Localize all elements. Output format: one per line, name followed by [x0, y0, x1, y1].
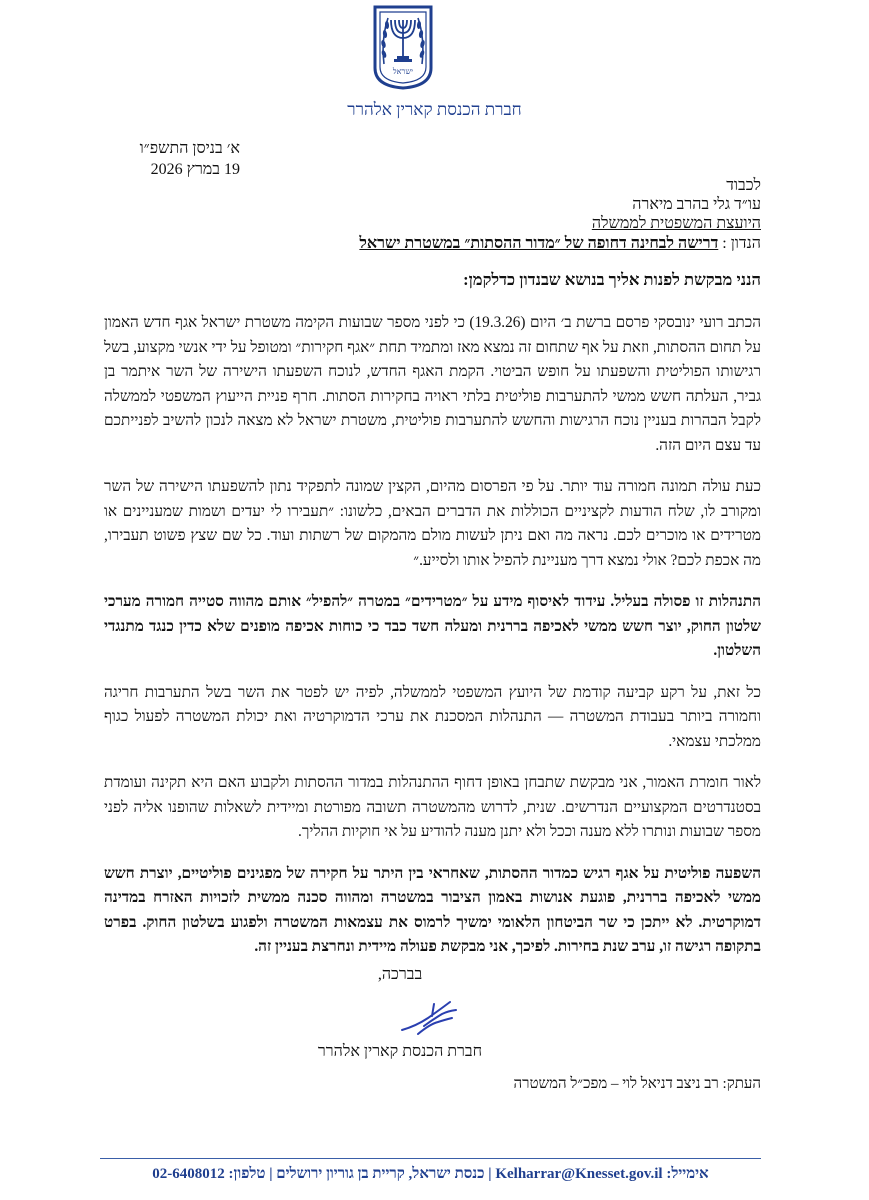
copy-to-line: העתק: רב ניצב דניאל לוי – מפכ״ל המשטרה [513, 1076, 761, 1092]
footer-separator: | [269, 1166, 273, 1182]
date-block [80, 138, 240, 180]
recipient-title: היועצת המשפטית לממשלה [591, 215, 761, 232]
recipient-name: עו״ד גלי בהרב מיארה [632, 196, 761, 213]
paragraph: כל זאת, על רקע קביעה קודמת של היועץ המשפטי לממשלה, לפיה יש לפטר את השר בשל התערבות חריגה וחמורה ביותר בעבודת המשטרה — התנהלות המסכנת את ערכי הדמוקרטיה ואת יכולת המשטרה לפעול כגוף ממלכתי עצמאי. [104, 683, 761, 750]
intro-line: הנני מבקשת לפנות אליך בנושא שבנדון כדלקמן: [463, 270, 761, 289]
state-emblem-icon [372, 4, 434, 90]
footer-email-label: אימייל: [666, 1166, 709, 1182]
closing: בברכה, [377, 966, 423, 983]
footer-divider [100, 1158, 761, 1159]
footer-email: Kelharrar@Knesset.gov.il [495, 1166, 663, 1182]
paragraph: כעת עולה תמונה חמורה עוד יותר. על פי הפרסום מהיום, הקצין שמונה לתפקיד נתון להשפעתו הישירה של השר ומקורב לו, שלח הודעות לקציניים הכוללות את הדברים הבאים, כלשונו: ״תעבירו לי יעדים ושמות שמעניינים או מטרידים או מוכרים לכם. נראה מה ואם ניתן לעשות מולם מהמקום של רשתות ועוד. כל שם שצץ פשוט תעבירו, מה אכפת לכם? אולי נמצא דרך מעניינת להפיל אותו ולסייע.״ [104, 478, 761, 569]
paragraph-bold: השפעה פוליטית על אגף רגיש כמדור ההסתות, שאחראי בין היתר על חקירה של מפגינים פוליטיים, יוצרת חשש ממשי לאכיפה בררנית, פוגעת אנושות באמון הציבור במשטרה ומהווה סכנה ממשית לזכויות האזרח במדינה דמוקרטית. לא ייתכן כי שר הביטחון הלאומי ימשיך לרמוס את עצמאות המשטרה ולפגוע בשלטון החוק. בפרט בתקופה רגישה זו, ערב שנת בחירות. לפיכך, אני מבקשת פעולה מיידית ונחרצת בעניין זה. [104, 864, 761, 955]
footer-separator: | [488, 1166, 492, 1182]
footer-contact [100, 1166, 761, 1183]
emblem-label: ישראל [392, 67, 414, 76]
footer-phone-label: טלפון: [228, 1166, 266, 1182]
paragraph: הכתב רועי ינובסקי פרסם ברשת ב׳ היום (19.3.26) כי לפני מספר שבועות הקימה משטרת ישראל אגף חדש האמון על תחום ההסתות, וזאת על אף שתחום זה נמצא מאז ומתמיד תחת ״אגף חקירות״ ומטופל על ידי אנשי מקצוע, בשל רגישותו הפוליטית והשפעתו על חופש הביטוי. הקמת האגף החדש, לנוכח השפעתו הישירה של השר איתמר בן גביר, העלתה חשש ממשי להתערבות פוליטית בלתי ראויה בחקירות הסתות. חרף פניית הייעוץ המשפטי לממשלה לקבל הבהרות בעניין נוכח הרגישות והחשש להתערבות פוליטית, משטרת ישראל לא מצאה לנכון להשיב לפנייתכם עד עצם היום הזה. [104, 314, 762, 454]
gregorian-date: 19 במרץ 2026 [150, 161, 240, 178]
subject-text: דרישה לבחינה דחופה של ״מדור ההסתות״ במשטרת ישראל [359, 235, 719, 252]
footer-address: כנסת ישראל, קריית בן גוריון ירושלים [276, 1166, 485, 1182]
paragraph-bold: התנהלות זו פסולה בעליל. עידוד לאיסוף מידע על ״מטרידים״ במטרה ״להפיל״ אותם מהווה סטייה חמורה מערכי שלטון החוק, יוצר חשש ממשי לאכיפה בררנית ומעלה חשד כבד כי כוחות אכיפה מופנים שלא כדין כנגד מתנגדי השלטון. [104, 593, 761, 659]
paragraph: לאור חומרת האמור, אני מבקשת שתבחן באופן דחוף ההתנהלות במדור ההסתות ולקבוע האם היא תקינה ועומדת בסטנדרטים המקצועיים הנדרשים. שנית, לדרוש מהמשטרה תשובה מפורטת ומיידית לשאלות שהופנו אליה לפני מספר שבועות ונותרו ללא מענה וככל ולא יתנן מענה להודיע על אי חוקיות ההליך. [104, 774, 761, 840]
hebrew-date: א׳ בניסן התשפ״ו [139, 140, 240, 157]
recipient-block [592, 176, 761, 233]
salutation: לכבוד [726, 177, 761, 194]
letter-body [104, 311, 761, 977]
signer-name: חברת הכנסת קארין אלהרר [317, 1043, 483, 1060]
letterhead-sender: חברת הכנסת קארין אלהרר [347, 100, 522, 119]
subject-line [100, 235, 761, 253]
subject-prefix: הנדון : [718, 235, 761, 252]
footer-phone: 02-6408012 [152, 1166, 225, 1182]
handwritten-signature-icon [398, 996, 464, 1038]
